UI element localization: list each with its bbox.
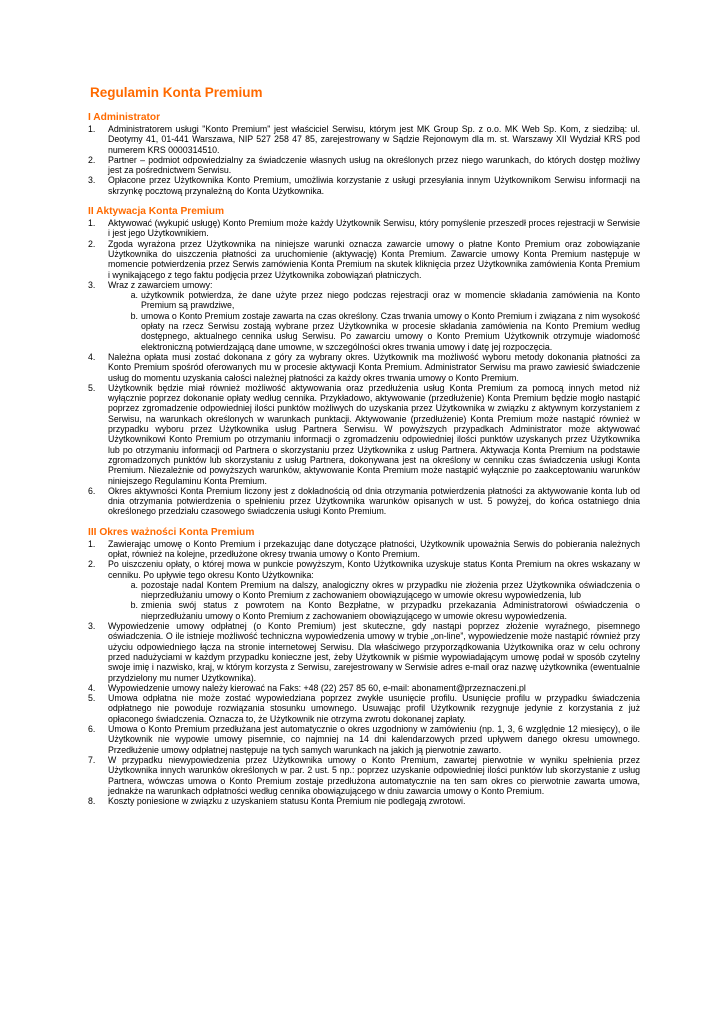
item-number: 1. [88,218,96,229]
numbered-list [84,124,640,196]
list-item [84,239,640,280]
sub-item-letter: b. [130,600,138,611]
list-item [84,383,640,486]
sub-list-item [108,311,640,352]
item-number: 6. [88,485,96,496]
sub-item-text: zmienia swój status z powrotem na Konto Bezpłatne, w przypadku przekazania Administratorowi oświadczenia o nieprzedłużaniu umowy o Konto Premium z zachowaniem obowiązującego w umowie okresu wypowiedzenia. [141,600,640,621]
item-number: 3. [88,279,96,290]
sub-item-text: pozostaje nadal Kontem Premium na dalszy, analogiczny okres w przypadku nie złożenia przez Użytkownika oświadczenia o nieprzedłużaniu umowy o Konto Premium z zachowaniem obowiązującego w umowie okresu wypowiedzenia, lub [141,579,640,601]
item-number: 1. [88,124,96,134]
item-text: W przypadku niewypowiedzenia przez Użytkownika umowy o Konto Premium, zawartej pierwotnie w wyniku spełnienia przez Użytkownika innych warunków określonych w par. 2 ust. 5 np.: poprzez uzyskanie odpowiedniej ilości punktów lub skorzystanie z usług Partnera, wówczas umowa o Konto Premium zostaje przedłużona automatycznie na ten sam okres co pierwotnie zawarta umowa, jednakże na warunkach odpłatności według cennika obowiązującego w dniu zawarcia umowy o Konto Premium. [108,754,640,796]
list-item [84,352,640,383]
item-number: 6. [88,724,96,735]
item-number: 1. [88,538,96,549]
item-text: Wypowiedzenie umowy odpłatnej (o Konto Premium) jest skuteczne, gdy nastąpi poprzez złożenie wyraźnego, pisemnego oświadczenia. O ile istnieje możliwość techniczna wypowiedzenia umowy w trybie „on-line”, wypowiedzenie może nastąpić również przy użyciu odpowiedniego łącza na stronie internetowej Serwisu. Dla właściwego przyporządkowania Użytkownika oraz w celu ochrony przed nadużyciami w każdym przypadku konieczne jest, żeby Użytkownik w piśmie wypowiadającym umowę podał w sposób czytelny swoje imię i nazwisko, kraj, w którym korzysta z Serwisu, zarejestrowany w Serwisie adres e-mail oraz nazwę użytkownika (ewentualnie przydzielony mu numer Użytkownika). [108,621,640,683]
item-number: 5. [88,693,96,704]
item-number: 4. [88,682,96,693]
list-item [84,218,640,239]
list-item [84,559,640,621]
section-heading: I Administrator [88,112,161,123]
item-text: Wraz z zawarciem umowy: [108,279,213,290]
sub-list [108,290,640,352]
sub-item-letter: a. [130,579,138,590]
item-number: 5. [88,382,96,393]
sub-list-item [108,580,640,601]
list-item [84,693,640,724]
item-text: Koszty poniesione w związku z uzyskaniem statusu Konta Premium nie podlegają zwrotowi. [108,796,466,807]
sub-item-text: użytkownik potwierdza, że dane użyte przez niego podczas rejestracji oraz w momencie składania zamówienia na Konto Premium są prawdziwe, [141,290,640,311]
item-text: Zgoda wyrażona przez Użytkownika na niniejsze warunki oznacza zawarcie umowy o płatne Konto Premium oraz zobowiązanie Użytkownika do uiszczenia płatności za uruchomienie (aktywację) Konta Premium. Zawarcie umowy Konta Premium następuje w momencie potwierdzenia przez Serwis zamówienia Konta Premium na skutek kliknięcia przez Użytkownika zamówienia Konta Premium i wynikającego z tego faktu podjęcia przez Użytkownika zobowiązań płatniczych. [108,238,640,280]
item-text: Opłacone przez Użytkownika Konto Premium, umożliwia korzystanie z usługi przesyłania innym Użytkownikom Serwisu informacji na skrzynkę pocztową przynależną do Konta Użytkownika. [108,175,640,196]
item-number: 3. [88,621,96,632]
numbered-list [84,218,640,517]
item-text: Partner – podmiot odpowiedzialny za świadczenie własnych usług na określonych przez niego warunkach, do których dostęp możliwy jest za pośrednictwem Serwisu. [108,154,640,176]
list-item [84,724,640,755]
section-heading: III Okres ważności Konta Premium [88,526,255,538]
item-text: Po uiszczeniu opłaty, o której mowa w punkcie powyższym, Konto Użytkownika uzyskuje status Konta Premium na okres wskazany w cenniku. Po upływie tego okresu Konto Użytkownika: [108,559,640,580]
sub-list-item [108,290,640,311]
item-text: Administratorem usługi "Konto Premium" jest właściciel Serwisu, którym jest MK Group Sp. z o.o. MK Web Sp. Kom, z siedzibą: ul. Deotymy 41, 01-441 Warszawa, NIP 527 258 47 85, zarejestrowany w Sądzie Rejonowym dla m. st. Warszawy XII Wydział KRS pod numerem KRS 0000314510. [108,124,640,155]
list-item [84,155,640,176]
item-number: 8. [88,796,96,807]
item-text: Okres aktywności Konta Premium liczony jest z dokładnością od dnia otrzymania potwierdzenia płatności za aktywowanie konta lub od dnia otrzymania potwierdzenia o spełnieniu przez Użytkownika warunków opisanych w ust. 5 powyżej, do końca ostatniego dnia określonego przedziału czasowego świadczenia usługi Konto Premium. [108,485,640,517]
item-text: Wypowiedzenie umowy należy kierować na Faks: +48 (22) 257 85 60, e-mail: abonament@przeznaczeni.pl [108,682,526,693]
item-number: 2. [88,154,96,165]
sub-list [108,580,640,621]
section-2 [84,206,640,517]
item-number: 3. [88,175,96,186]
sub-item-letter: a. [130,290,138,301]
list-item [84,486,640,517]
list-item [84,175,640,196]
section-heading: II Aktywacja Konta Premium [88,206,225,218]
item-number: 2. [88,559,96,570]
item-text: Należna opłata musi zostać dokonana z góry za wybrany okres. Użytkownik ma możliwość wyboru metody dokonania płatności za Konto Premium spośród oferowanych mu w procesie aktywacji Konta Premium. Administrator Serwisu ma prawo zawiesić świadczenie usług do momentu uzyskania całości należnej płatności za każdy okres trwania umowy o Konto Premium. [108,351,640,383]
section-3 [84,527,640,807]
sub-item-text: umowa o Konto Premium zostaje zawarta na czas określony. Czas trwania umowy o Konto Premium i związana z nim wysokość opłaty na rzecz Serwisu zostają wybrane przez Użytkownika w procesie składania zamówienia na Konto Premium według dostępnego, aktualnego cennika usług Serwisu. Po zawarciu umowy o Konto Premium Użytkownik otrzymuje wiadomość elektroniczną potwierdzającą dane umowne, w szczególności okres trwania umowy i datę jej rozpoczęcia. [141,310,640,352]
item-number: 4. [88,351,96,362]
item-number: 7. [88,754,96,765]
item-text: Umowa o Konto Premium przedłużana jest automatycznie o okres uzgodniony w zamówieniu (np. 1, 3, 6 względnie 12 miesięcy), o ile Użytkownik nie wypowie umowy pisemnie, co najmniej na 14 dni kalendarzowych przed upływem danego okresu umownego. Przedłużenie umowy odpłatnej następuje na tych samych warunkach na jakich ją pierwotnie zawarto. [108,724,640,755]
sub-item-letter: b. [130,310,138,321]
document-title: Regulamin Konta Premium [90,85,263,100]
list-item [84,280,640,352]
list-item [84,621,640,683]
list-item [84,683,640,693]
list-item [84,539,640,560]
list-item [84,124,640,155]
document-body [84,112,640,806]
item-text: Aktywować (wykupić usługę) Konto Premium może każdy Użytkownik Serwisu, który pomyślenie przeszedł proces rejestracji w Serwisie i jest jego Użytkownikiem. [108,218,640,239]
item-text: Zawierając umowę o Konto Premium i przekazując dane dotyczące płatności, Użytkownik upoważnia Serwis do pobierania należnych opłat, również na kolejne, przedłużone okresy trwania umowy o Konto Premium. [108,538,640,559]
list-item [84,755,640,796]
numbered-list [84,539,640,807]
list-item [84,796,640,806]
section-1 [84,112,640,196]
sub-list-item [108,600,640,621]
item-text: Umowa odpłatna nie może zostać wypowiedziana poprzez zwykłe usunięcie profilu. Usunięcie profilu w przypadku świadczenia odpłatnego nie powoduje rozwiązania stosunku umownego. Usuwając profil Użytkownik rezygnuje jedynie z korzystania z już opłaconego świadczenia. Oznacza to, że Użytkownik nie otrzyma zwrotu dokonanej zapłaty. [108,693,640,724]
item-text: Użytkownik będzie miał również możliwość aktywowania oraz przedłużenia usług Konta Premium za pomocą innych metod niż wyłącznie poprzez dokonanie opłaty według cennika. Przykładowo, aktywowanie (przedłużenie) Konta Premium będzie mogło nastąpić poprzez zgromadzenie odpowiedniej ilości punktów możliwych do uzyskania przez Użytkownika w związku z aktywnym korzystaniem z Serwisu, na warunkach określonych w warunkach punktacji. Aktywowanie (przedłużenie) Konta Premium może nastąpić również w przypadku wyboru przez Użytkownika usług Partnera Serwisu. W powyższych przypadkach Administrator może aktywować Użytkownikowi Konto Premium po otrzymaniu informacji o zgromadzeniu odpowiedniej ilości punktów uzyskanych przez Użytkownika lub po otrzymaniu informacji od Partnera o skorzystaniu przez Użytkownika z usług Partnera. Aktywacja Konta Premium na podstawie zgromadzonych punktów lub skorzystaniu z usług Partnera, dokonywana jest na określony w cenniku czas świadczenia usługi Konta Premium. Niezależnie od powyższych warunków, aktywowanie Konta Premium może nastąpić wyłącznie po zaakceptowaniu warunków niniejszego Regulaminu Konta Premium. [108,382,640,486]
item-number: 2. [88,238,96,249]
